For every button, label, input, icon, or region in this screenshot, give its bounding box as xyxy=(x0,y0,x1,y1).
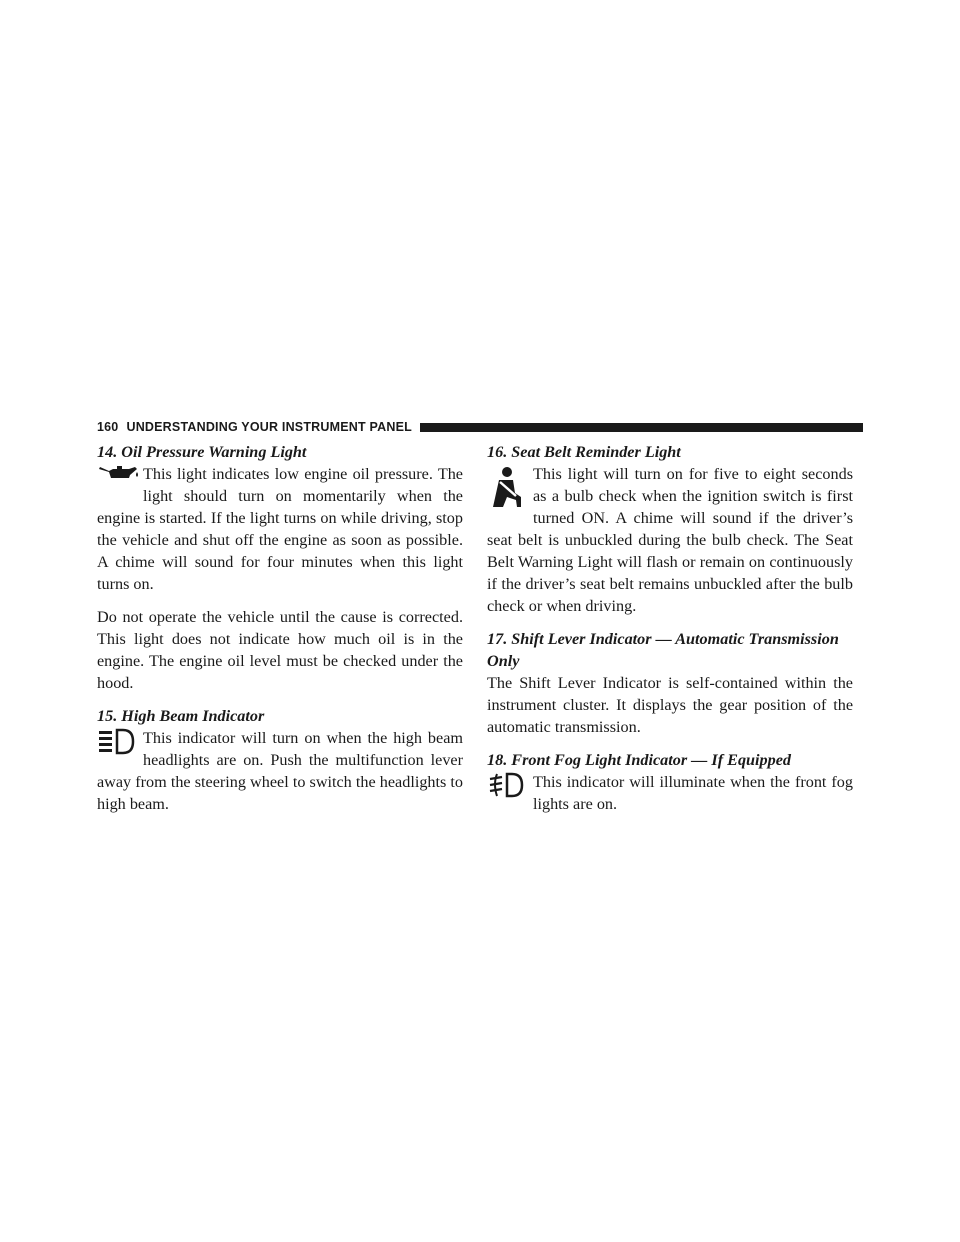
right-column xyxy=(487,441,853,815)
section-seat-belt xyxy=(487,441,853,617)
section-oil-pressure xyxy=(97,441,463,694)
front-fog-light-icon xyxy=(487,771,533,815)
chapter-title: UNDERSTANDING YOUR INSTRUMENT PANEL xyxy=(126,420,412,434)
fog-paragraph: This indicator will illuminate when the front fog lights are on. xyxy=(533,773,853,813)
header-rule xyxy=(420,423,863,432)
shift-lever-paragraph: The Shift Lever Indicator is self-contained within the instrument cluster. It displays the gear position of the automatic transmission. xyxy=(487,674,853,736)
section-heading: 18. Front Fog Light Indicator — If Equipped xyxy=(487,751,792,769)
seat-belt-paragraph: This light will turn on for five to eight seconds as a bulb check when the ignition switch is first turned ON. A chime will sound if the driver’s seat belt is unbuckled during the bulb check. The Seat Belt Warning Light will flash or remain on continuously if the driver’s seat belt remains unbuckled after the bulb check or when driving. xyxy=(487,465,853,615)
high-beam-icon xyxy=(97,727,143,771)
section-heading: 14. Oil Pressure Warning Light xyxy=(97,443,307,461)
section-shift-lever xyxy=(487,628,853,738)
oil-paragraph-2: Do not operate the vehicle until the cause is corrected. This light does not indicate how much oil is in the engine. The engine oil level must be checked under the hood. xyxy=(97,608,463,692)
page-number: 160 xyxy=(97,420,119,434)
section-high-beam xyxy=(97,705,463,815)
section-heading: 17. Shift Lever Indicator — Automatic Transmission Only xyxy=(487,630,839,670)
page-header xyxy=(97,419,863,435)
section-heading: 16. Seat Belt Reminder Light xyxy=(487,443,681,461)
left-column xyxy=(97,441,463,815)
section-front-fog xyxy=(487,749,853,815)
oil-paragraph-1: This light indicates low engine oil pressure. The light should turn on momentarily when the engine is started. If the light turns on while driving, stop the vehicle and shut off the engine as soon as possible. A chime will sound for four minutes when this light turns on. xyxy=(97,465,463,593)
section-heading: 15. High Beam Indicator xyxy=(97,707,265,725)
high-beam-paragraph: This indicator will turn on when the high beam headlights are on. Push the multifunction lever away from the steering wheel to switch the headlights to high beam. xyxy=(97,729,463,813)
oil-can-icon xyxy=(97,463,143,507)
seat-belt-icon xyxy=(487,463,533,527)
